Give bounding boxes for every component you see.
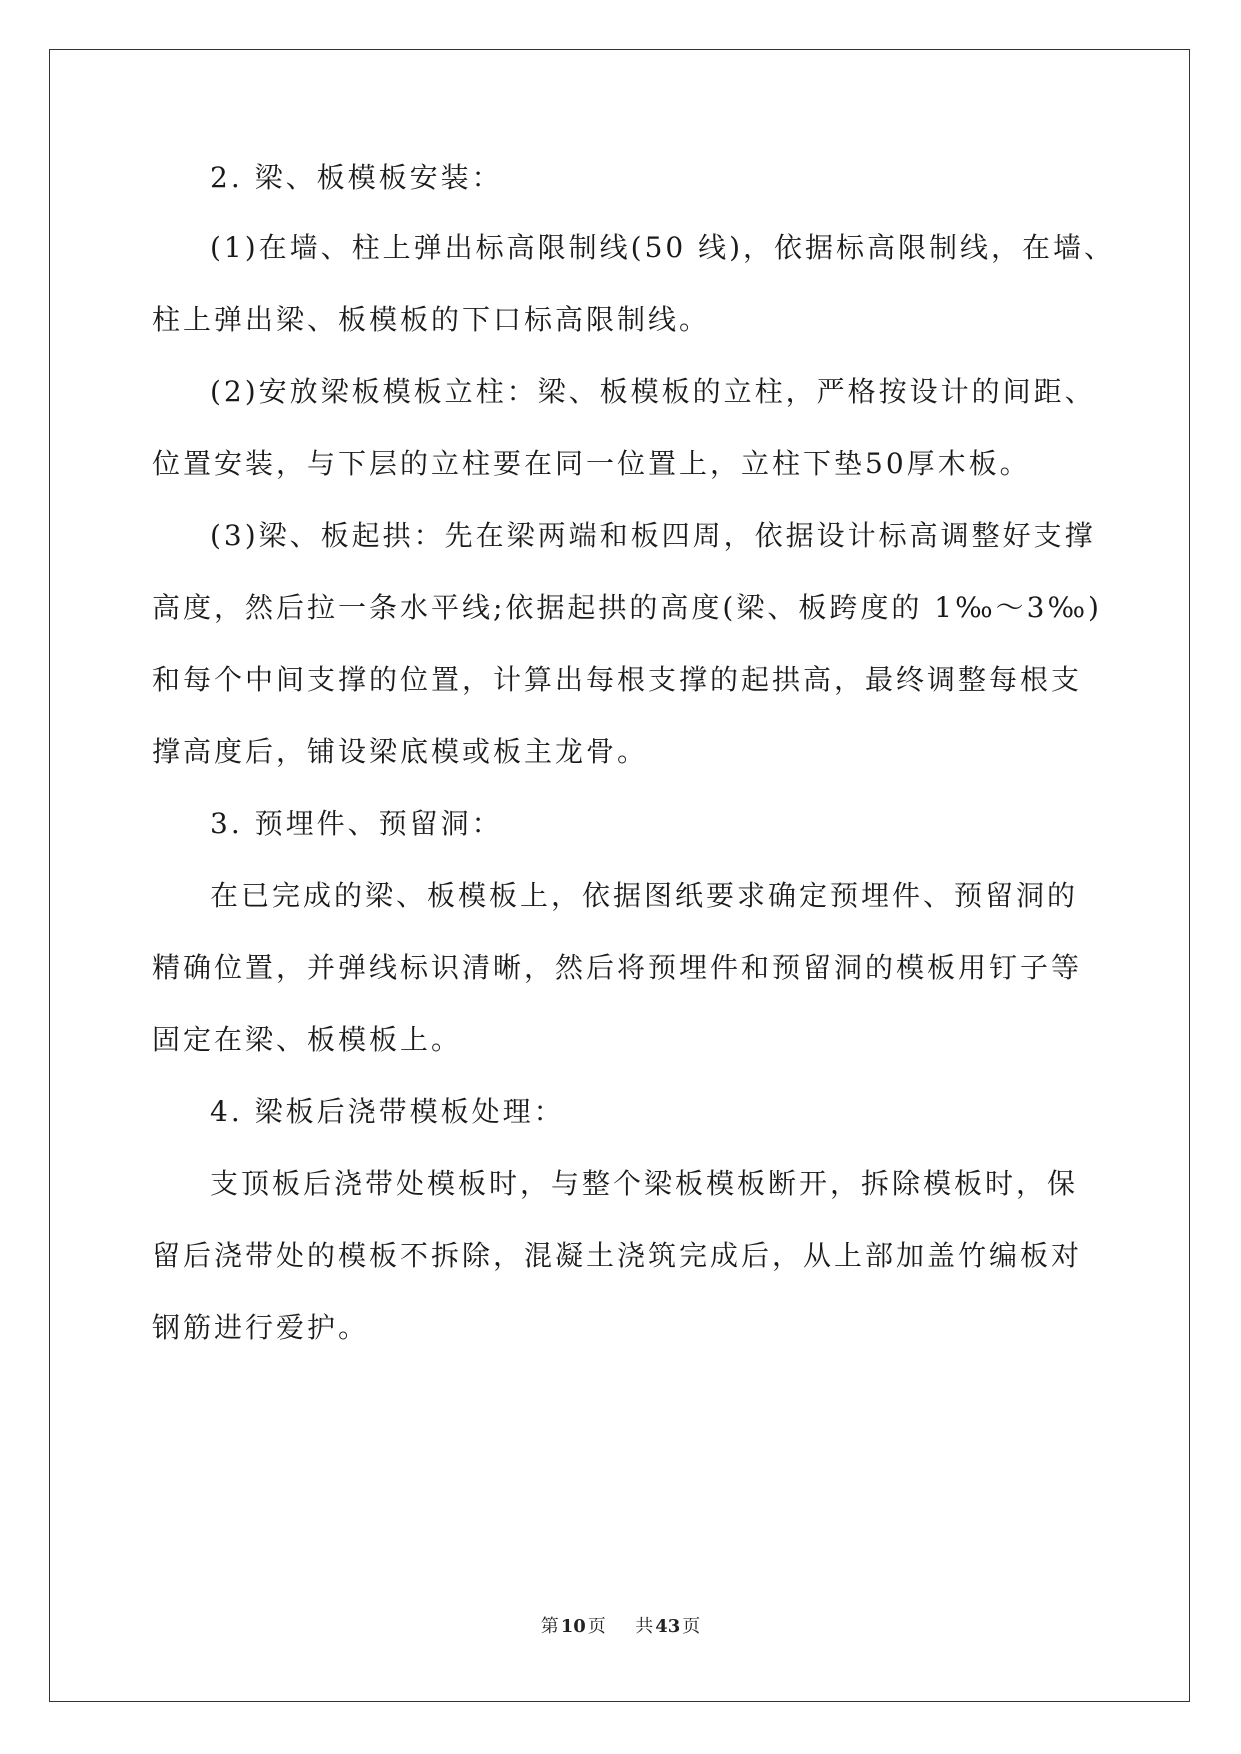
- paragraph-line: (1)在墙、柱上弹出标高限制线(50 线)，依据标高限制线，在墙、: [210, 231, 1116, 264]
- paragraph-line: 位置安装，与下层的立柱要在同一位置上，立柱下垫50厚木板。: [152, 447, 1031, 480]
- paragraph-line: 和每个中间支撑的位置，计算出每根支撑的起拱高，最终调整每根支: [152, 663, 1083, 696]
- page-border: [49, 49, 1190, 1702]
- footer-page-suffix: 页: [587, 1616, 606, 1637]
- paragraph-line: 支顶板后浇带处模板时，与整个梁板模板断开，拆除模板时，保: [210, 1167, 1079, 1200]
- heading-3: 3. 预埋件、预留洞：: [210, 807, 503, 840]
- paragraph-line: 固定在梁、板模板上。: [152, 1023, 463, 1056]
- footer-total-prefix: 共: [635, 1616, 654, 1637]
- paragraph-line: (3)梁、板起拱：先在梁两端和板四周，依据设计标高调整好支撑: [210, 519, 1096, 552]
- heading-2: 2. 梁、板模板安装：: [210, 161, 503, 194]
- paragraph-line: 在已完成的梁、板模板上，依据图纸要求确定预埋件、预留洞的: [210, 879, 1079, 912]
- page-footer: [0, 1612, 1241, 1638]
- page-number: 10: [560, 1616, 586, 1637]
- paragraph-line: 留后浇带处的模板不拆除，混凝土浇筑完成后，从上部加盖竹编板对: [152, 1239, 1083, 1272]
- paragraph-line: 钢筋进行爱护。: [152, 1311, 370, 1344]
- paragraph-line: 精确位置，并弹线标识清晰，然后将预埋件和预留洞的模板用钉子等: [152, 951, 1083, 984]
- paragraph-line: (2)安放梁板模板立柱：梁、板模板的立柱，严格按设计的间距、: [210, 375, 1096, 408]
- footer-prefix: 第: [540, 1616, 559, 1637]
- footer-total-suffix: 页: [682, 1616, 701, 1637]
- total-pages: 43: [655, 1616, 681, 1637]
- paragraph-line: 柱上弹出梁、板模板的下口标高限制线。: [152, 303, 711, 336]
- heading-4: 4. 梁板后浇带模板处理：: [210, 1095, 565, 1128]
- paragraph-line: 撑高度后，铺设梁底模或板主龙骨。: [152, 735, 649, 768]
- paragraph-line: 高度，然后拉一条水平线;依据起拱的高度(梁、板跨度的 1‰～3‰): [152, 591, 1102, 624]
